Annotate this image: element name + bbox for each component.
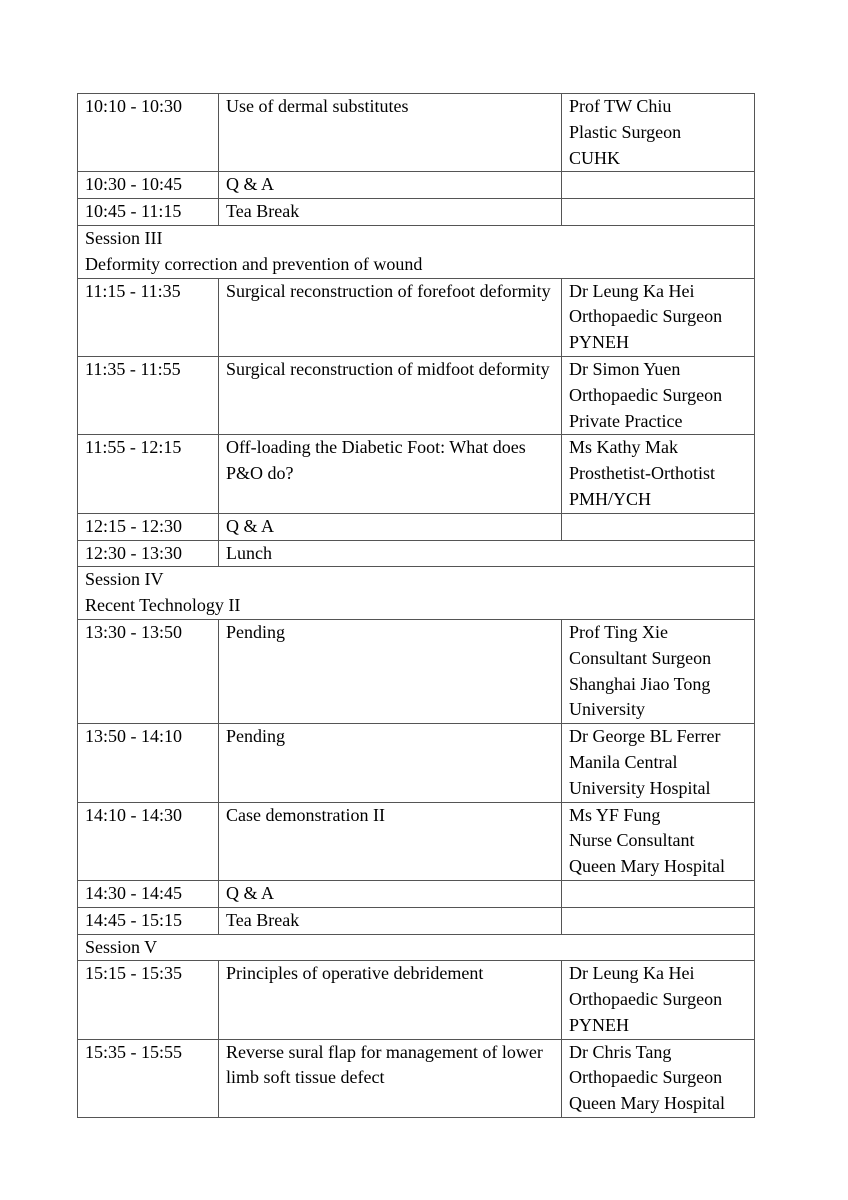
time-cell: 14:10 - 14:30 bbox=[78, 802, 219, 880]
speaker-cell: Prof Ting Xie Consultant Surgeon Shanghai Jiao Tong University bbox=[562, 619, 755, 723]
schedule-row bbox=[78, 172, 755, 199]
topic-cell: Lunch bbox=[219, 540, 755, 567]
speaker-cell: Ms YF Fung Nurse Consultant Queen Mary Hospital bbox=[562, 802, 755, 880]
time-cell: 14:45 - 15:15 bbox=[78, 907, 219, 934]
schedule-row bbox=[78, 880, 755, 907]
time-cell: 10:45 - 11:15 bbox=[78, 199, 219, 226]
topic-cell: Tea Break bbox=[219, 907, 562, 934]
session-title: Session IV Recent Technology II bbox=[78, 567, 755, 620]
schedule-row bbox=[78, 199, 755, 226]
speaker-cell: Dr George BL Ferrer Manila Central University Hospital bbox=[562, 724, 755, 802]
programme-body bbox=[78, 94, 755, 1118]
topic-cell: Use of dermal substitutes bbox=[219, 94, 562, 172]
session-header-row bbox=[78, 934, 755, 961]
time-cell: 12:30 - 13:30 bbox=[78, 540, 219, 567]
topic-cell: Q & A bbox=[219, 513, 562, 540]
time-cell: 11:15 - 11:35 bbox=[78, 278, 219, 356]
schedule-row bbox=[78, 435, 755, 513]
schedule-row bbox=[78, 907, 755, 934]
schedule-row bbox=[78, 278, 755, 356]
topic-cell: Q & A bbox=[219, 880, 562, 907]
speaker-cell bbox=[562, 907, 755, 934]
session-header-row bbox=[78, 567, 755, 620]
session-title: Session V bbox=[78, 934, 755, 961]
speaker-cell: Dr Leung Ka Hei Orthopaedic Surgeon PYNEH bbox=[562, 961, 755, 1039]
topic-cell: Pending bbox=[219, 724, 562, 802]
time-cell: 10:10 - 10:30 bbox=[78, 94, 219, 172]
programme-table bbox=[77, 93, 755, 1118]
topic-cell: Reverse sural flap for management of lower limb soft tissue defect bbox=[219, 1039, 562, 1117]
schedule-row bbox=[78, 1039, 755, 1117]
topic-cell: Surgical reconstruction of forefoot deformity bbox=[219, 278, 562, 356]
speaker-cell bbox=[562, 199, 755, 226]
topic-cell: Tea Break bbox=[219, 199, 562, 226]
speaker-cell: Dr Chris Tang Orthopaedic Surgeon Queen Mary Hospital bbox=[562, 1039, 755, 1117]
topic-cell: Principles of operative debridement bbox=[219, 961, 562, 1039]
schedule-row bbox=[78, 724, 755, 802]
time-cell: 11:35 - 11:55 bbox=[78, 356, 219, 434]
schedule-row bbox=[78, 802, 755, 880]
topic-cell: Case demonstration II bbox=[219, 802, 562, 880]
time-cell: 15:15 - 15:35 bbox=[78, 961, 219, 1039]
speaker-cell: Ms Kathy Mak Prosthetist-Orthotist PMH/YCH bbox=[562, 435, 755, 513]
schedule-row bbox=[78, 356, 755, 434]
topic-cell: Surgical reconstruction of midfoot deformity bbox=[219, 356, 562, 434]
time-cell: 13:30 - 13:50 bbox=[78, 619, 219, 723]
session-title: Session III Deformity correction and prevention of wound bbox=[78, 225, 755, 278]
speaker-cell: Dr Simon Yuen Orthopaedic Surgeon Private Practice bbox=[562, 356, 755, 434]
time-cell: 10:30 - 10:45 bbox=[78, 172, 219, 199]
speaker-cell: Prof TW Chiu Plastic Surgeon CUHK bbox=[562, 94, 755, 172]
speaker-cell: Dr Leung Ka Hei Orthopaedic Surgeon PYNEH bbox=[562, 278, 755, 356]
speaker-cell bbox=[562, 513, 755, 540]
time-cell: 15:35 - 15:55 bbox=[78, 1039, 219, 1117]
time-cell: 14:30 - 14:45 bbox=[78, 880, 219, 907]
time-cell: 12:15 - 12:30 bbox=[78, 513, 219, 540]
topic-cell: Q & A bbox=[219, 172, 562, 199]
topic-cell: Pending bbox=[219, 619, 562, 723]
schedule-row bbox=[78, 513, 755, 540]
speaker-cell bbox=[562, 172, 755, 199]
schedule-row bbox=[78, 540, 755, 567]
schedule-row bbox=[78, 961, 755, 1039]
schedule-row bbox=[78, 619, 755, 723]
speaker-cell bbox=[562, 880, 755, 907]
time-cell: 11:55 - 12:15 bbox=[78, 435, 219, 513]
schedule-row bbox=[78, 94, 755, 172]
session-header-row bbox=[78, 225, 755, 278]
time-cell: 13:50 - 14:10 bbox=[78, 724, 219, 802]
topic-cell: Off-loading the Diabetic Foot: What does P&O do? bbox=[219, 435, 562, 513]
